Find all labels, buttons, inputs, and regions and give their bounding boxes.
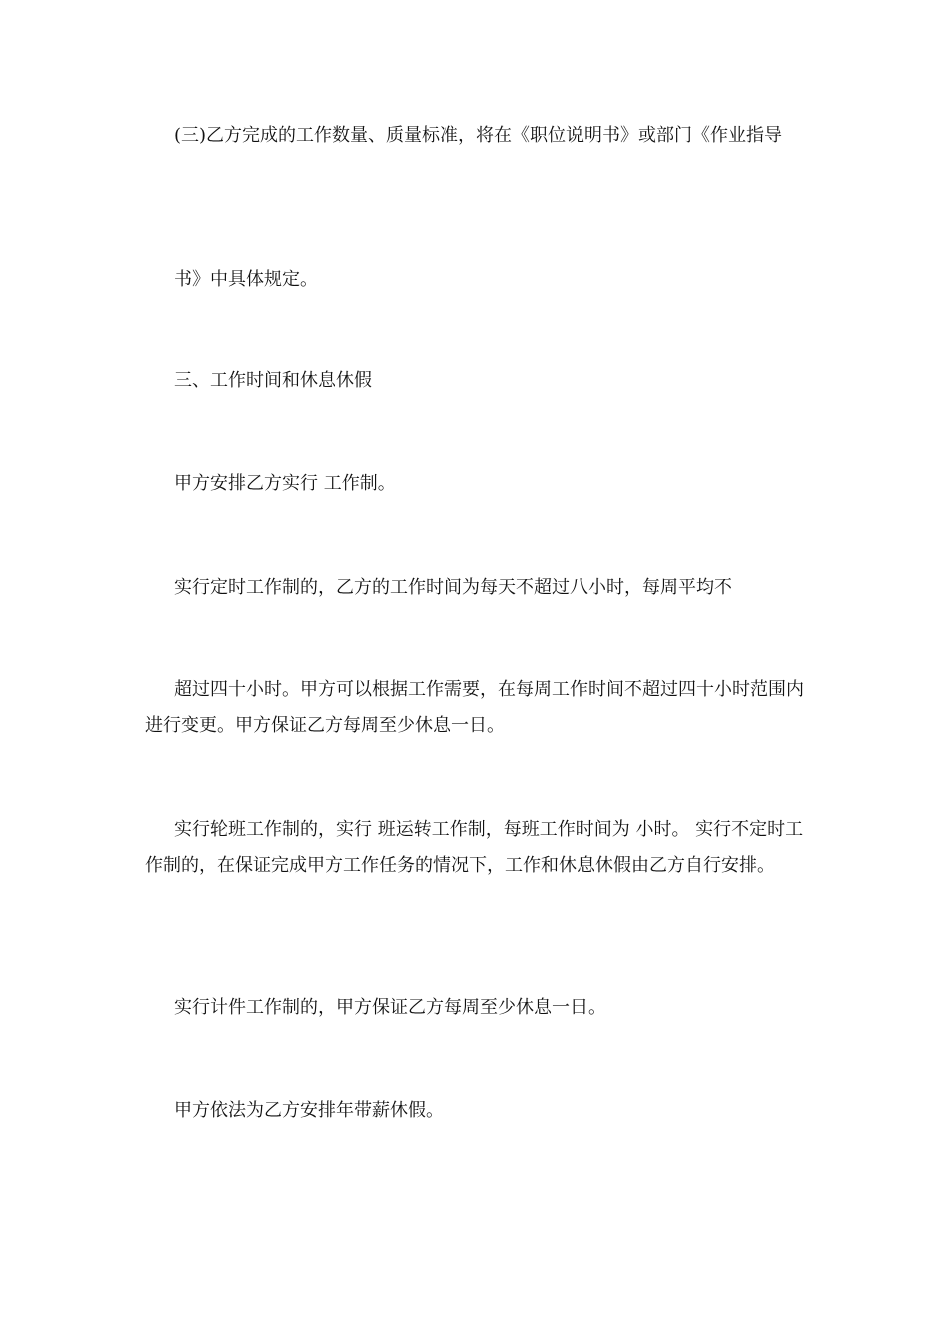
paragraph-shift-and-flexible-hours: 实行轮班工作制的，实行 班运转工作制，每班工作时间为 小时。 实行不定时工作制的，在保证完成甲方工作任务的情况下，工作和休息休假由乙方自行安排。 <box>145 819 804 876</box>
paragraph-work-quality-standard-continued: 书》中具体规定。 <box>174 269 318 290</box>
section-heading-working-hours: 三、工作时间和休息休假 <box>174 370 372 391</box>
paragraph-work-system: 甲方安排乙方实行 工作制。 <box>174 473 396 494</box>
paragraph-annual-paid-leave: 甲方依法为乙方安排年带薪休假。 <box>174 1100 444 1121</box>
paragraph-standard-hours-continued: 超过四十小时。甲方可以根据工作需要，在每周工作时间不超过四十小时范围内进行变更。甲方保证乙方每周至少休息一日。 <box>145 679 804 736</box>
paragraph-standard-hours: 实行定时工作制的，乙方的工作时间为每天不超过八小时，每周平均不 <box>174 577 732 598</box>
paragraph-work-quality-standard: (三)乙方完成的工作数量、质量标准，将在《职位说明书》或部门《作业指导 <box>174 125 783 146</box>
paragraph-piecework-system: 实行计件工作制的，甲方保证乙方每周至少休息一日。 <box>174 997 606 1018</box>
